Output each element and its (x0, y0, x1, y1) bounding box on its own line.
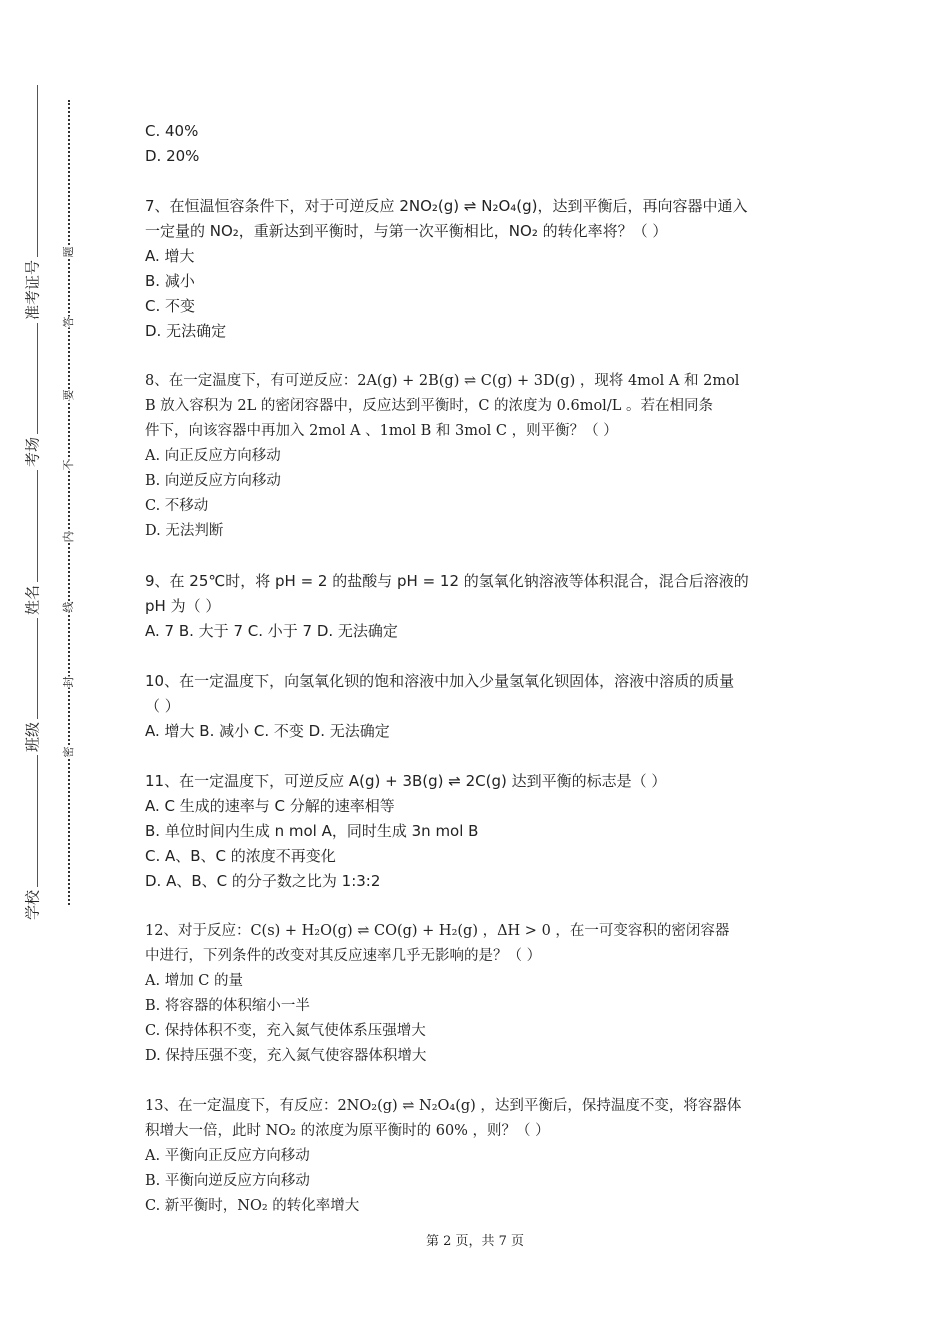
seal-char: 答 (59, 317, 77, 328)
question-line: 12、对于反应：C(s) + H₂O(g) ⇌ CO(g) + H₂(g) ，ΔH > 0 ，在一可变容积的密闭容器 (145, 923, 730, 939)
question-line: 10、在一定温度下，向氢氧化钡的饱和溶液中加入少量氢氧化钡固体，溶液中溶质的质量 (145, 672, 735, 690)
seal-char: 密 (59, 747, 77, 758)
question-line: B 放入容积为 2L 的密闭容器中，反应达到平衡时，C 的浓度为 0.6mol/L 。若在相同条 (145, 398, 713, 414)
seal-char: 题 (59, 247, 77, 258)
question-line: A. C 生成的速率与 C 分解的速率相等 (145, 797, 395, 815)
seal-char: 内 (59, 532, 77, 543)
question-line: C. A、B、C 的浓度不再变化 (145, 847, 336, 865)
question-line: A. 向正反应方向移动 (145, 448, 281, 464)
question-line: B. 单位时间内生成 n mol A，同时生成 3n mol B (145, 822, 479, 840)
question-line: D. 20% (145, 147, 200, 165)
exam-room-field-label: 考场 (22, 434, 43, 470)
question-line: C. 不移动 (145, 498, 209, 514)
question-block (145, 669, 815, 744)
question-line: B. 将容器的体积缩小一半 (145, 998, 310, 1014)
question-block (145, 919, 815, 1069)
binding-solid-line (37, 85, 38, 920)
question-line: 7、在恒温恒容条件下，对于可逆反应 2NO₂(g) ⇌ N₂O₄(g)，达到平衡后，再向容器中通入 (145, 197, 748, 215)
question-line: 积增大一倍，此时 NO₂ 的浓度为原平衡时的 60% ，则？（ ） (145, 1123, 550, 1139)
class-field-label: 班级 (22, 719, 43, 755)
question-line: 8、在一定温度下，有可逆反应：2A(g) + 2B(g) ⇌ C(g) + 3D(g) ，现将 4mol A 和 2mol (145, 373, 740, 389)
question-line: D. 无法确定 (145, 322, 227, 340)
question-line: A. 7 B. 大于 7 C. 小于 7 D. 无法确定 (145, 622, 398, 640)
question-line: B. 减小 (145, 272, 195, 290)
question-line: C. 保持体积不变，充入氮气使体系压强增大 (145, 1023, 426, 1039)
question-line: 13、在一定温度下，有反应：2NO₂(g) ⇌ N₂O₄(g) ，达到平衡后，保持温度不变，将容器体 (145, 1098, 742, 1114)
name-field-label: 姓名 (22, 582, 43, 618)
seal-char: 不 (59, 460, 77, 471)
question-line: 中进行，下列条件的改变对其反应速率几乎无影响的是？（ ） (145, 948, 542, 964)
question-line: 件下，向该容器中再加入 2mol A 、1mol B 和 3mol C ，则平衡？（ ） (145, 423, 618, 439)
question-block (145, 369, 815, 544)
question-line: 11、在一定温度下，可逆反应 A(g) + 3B(g) ⇌ 2C(g) 达到平衡的标志是（ ） (145, 772, 667, 790)
question-line: C. 40% (145, 122, 199, 140)
question-line: B. 向逆反应方向移动 (145, 473, 281, 489)
question-line: pH 为（ ） (145, 597, 221, 615)
question-line: A. 增加 C 的量 (145, 973, 244, 989)
question-line: 一定量的 NO₂，重新达到平衡时，与第一次平衡相比，NO₂ 的转化率将？（ ） (145, 222, 668, 240)
question-line: D. 保持压强不变，充入氮气使容器体积增大 (145, 1048, 427, 1064)
question-line: A. 平衡向正反应方向移动 (145, 1148, 310, 1164)
seal-char: 要 (59, 390, 77, 401)
seal-char: 封 (59, 677, 77, 688)
question-block (145, 569, 815, 644)
question-block (145, 1094, 815, 1219)
school-field-label: 学校 (22, 887, 43, 923)
seal-char: 线 (59, 602, 77, 613)
exam-number-field-label: 准考证号 (22, 257, 43, 323)
question-block (145, 769, 815, 894)
page-footer: 第 2 页，共 7 页 (425, 1234, 525, 1249)
seal-dotted-line (68, 100, 70, 905)
question-line: D. 无法判断 (145, 523, 224, 539)
question-block (145, 119, 815, 169)
question-block (145, 194, 815, 344)
question-line: C. 新平衡时，NO₂ 的转化率增大 (145, 1198, 360, 1214)
question-line: D. A、B、C 的分子数之比为 1:3:2 (145, 872, 381, 890)
question-line: 9、在 25℃时，将 pH = 2 的盐酸与 pH = 12 的氢氧化钠溶液等体积混合，混合后溶液的 (145, 572, 749, 590)
question-line: A. 增大 B. 减小 C. 不变 D. 无法确定 (145, 722, 390, 740)
question-line: （ ） (145, 697, 180, 715)
question-line: B. 平衡向逆反应方向移动 (145, 1173, 310, 1189)
question-list (145, 119, 815, 1244)
question-line: C. 不变 (145, 297, 196, 315)
question-line: A. 增大 (145, 247, 195, 265)
